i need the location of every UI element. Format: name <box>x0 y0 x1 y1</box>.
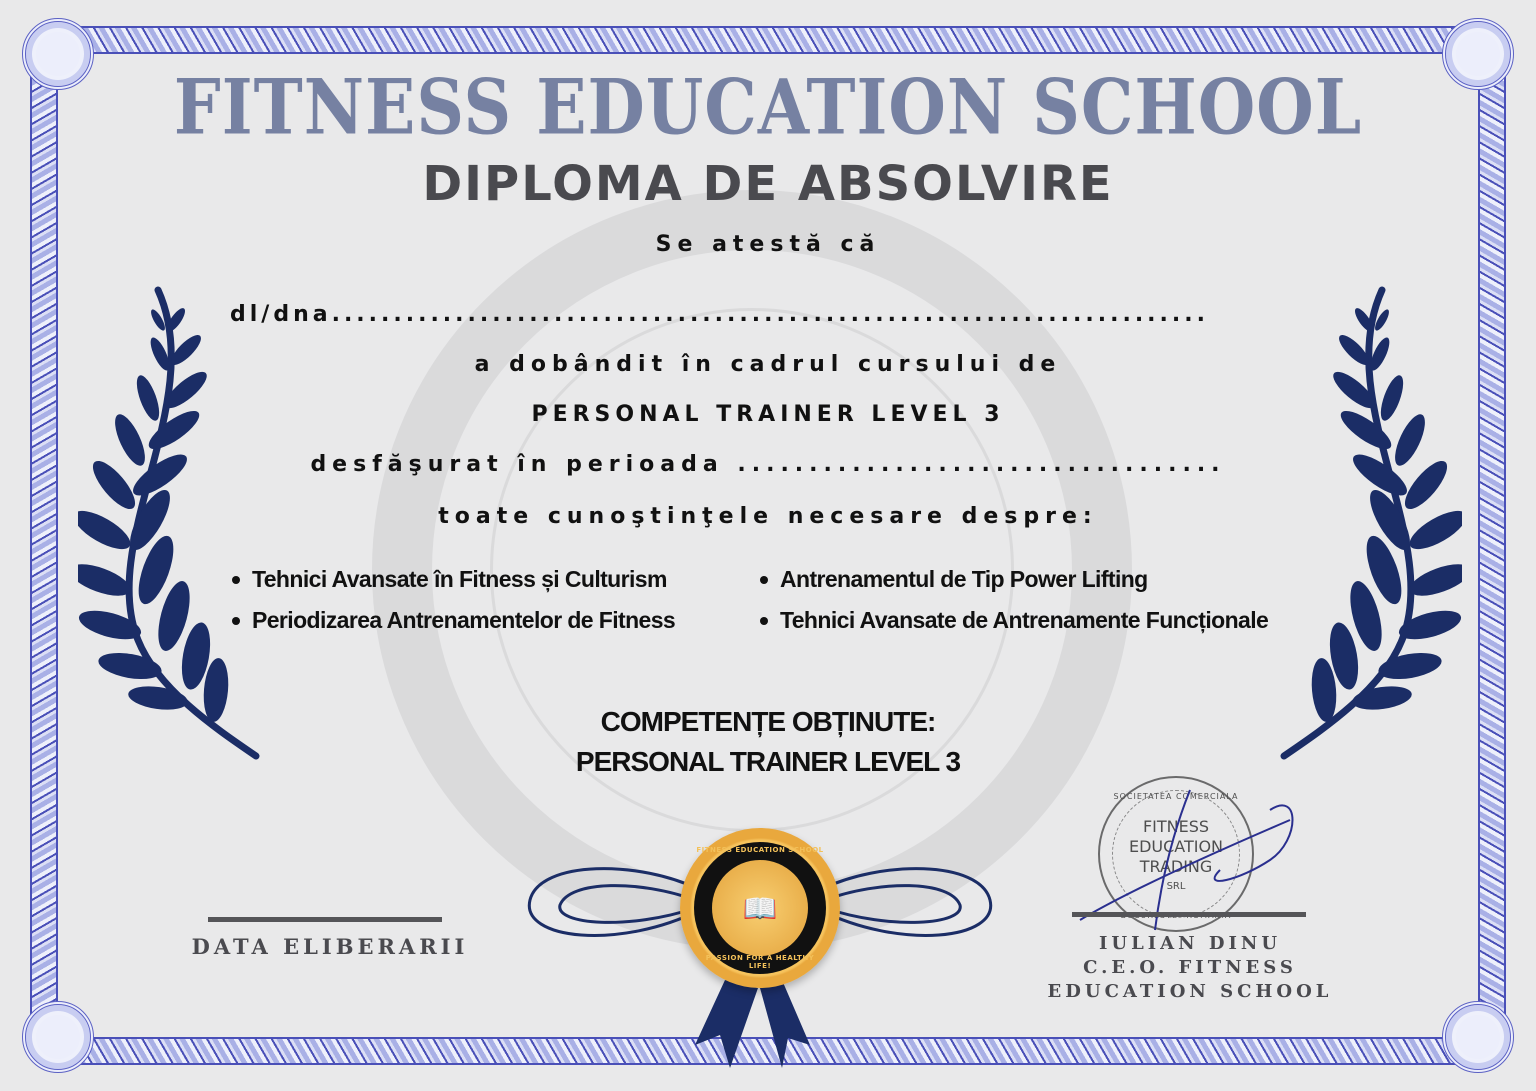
gold-seal-badge <box>520 820 1000 1080</box>
acquired-text: a dobândit în cadrul cursului de <box>474 352 1062 377</box>
topic-item <box>756 566 1316 593</box>
seal-medallion <box>680 828 840 988</box>
topic-label: Tehnici Avansate în Fitness și Culturism <box>252 566 667 592</box>
attest-text: Se atestă că <box>655 232 881 257</box>
diploma-title: DIPLOMA DE ABSOLVIRE <box>422 156 1114 212</box>
date-label: DATA ELIBERARII <box>191 934 469 959</box>
period-field: desfăşurat în perioada .................................. <box>310 452 1226 477</box>
stamp-line-3: TRADING <box>1139 856 1213 876</box>
topic-label: Tehnici Avansate de Antrenamente Funcționale <box>780 607 1269 633</box>
recipient-name-field: dl/dna....................................................................... <box>230 302 1209 327</box>
stamp-arc-top: SOCIETATEA COMERCIALA <box>1113 792 1239 801</box>
signer-name: IULIAN DINU <box>1098 933 1282 954</box>
bullet-icon <box>232 576 240 584</box>
knowledge-text: toate cunoştinţele necesare despre: <box>438 504 1098 529</box>
bullet-icon <box>232 617 240 625</box>
seal-top-text: FITNESS EDUCATION SCHOOL <box>696 846 824 854</box>
topic-label: Antrenamentul de Tip Power Lifting <box>780 566 1148 592</box>
topic-label: Periodizarea Antrenamentelor de Fitness <box>252 607 676 633</box>
bullet-icon <box>760 576 768 584</box>
competencies-value: PERSONAL TRAINER LEVEL 3 <box>575 746 961 777</box>
school-name-title: FITNESS EDUCATION SCHOOL <box>173 62 1363 152</box>
ceo-signature-line <box>1072 912 1306 917</box>
seal-ring <box>694 842 826 974</box>
competencies-label: COMPETENȚE OBȚINUTE: <box>600 706 936 737</box>
topic-item <box>228 607 756 634</box>
open-book-icon: 📖 <box>712 860 808 956</box>
stamp-line-1: FITNESS <box>1142 816 1210 836</box>
seal-bottom-text: PASSION FOR A HEALTHY LIFE! <box>705 954 815 970</box>
topic-item <box>756 607 1316 634</box>
corner-knot-icon <box>22 1001 94 1073</box>
stamp-srl: SRL <box>1166 880 1186 892</box>
topic-item <box>228 566 756 593</box>
corner-knot-icon <box>1442 1001 1514 1073</box>
date-signature-line <box>208 917 442 922</box>
signer-title-1: C.E.O. FITNESS <box>1083 957 1297 978</box>
signer-title-2: EDUCATION SCHOOL <box>1047 981 1333 1002</box>
course-name: PERSONAL TRAINER LEVEL 3 <box>531 402 1005 427</box>
stamp-line-2: EDUCATION <box>1128 836 1224 856</box>
bullet-icon <box>760 617 768 625</box>
topics-list <box>228 566 1318 634</box>
rope-border-top <box>40 26 1496 54</box>
signer-block <box>1040 932 1340 1004</box>
competencies-block <box>0 702 1536 782</box>
